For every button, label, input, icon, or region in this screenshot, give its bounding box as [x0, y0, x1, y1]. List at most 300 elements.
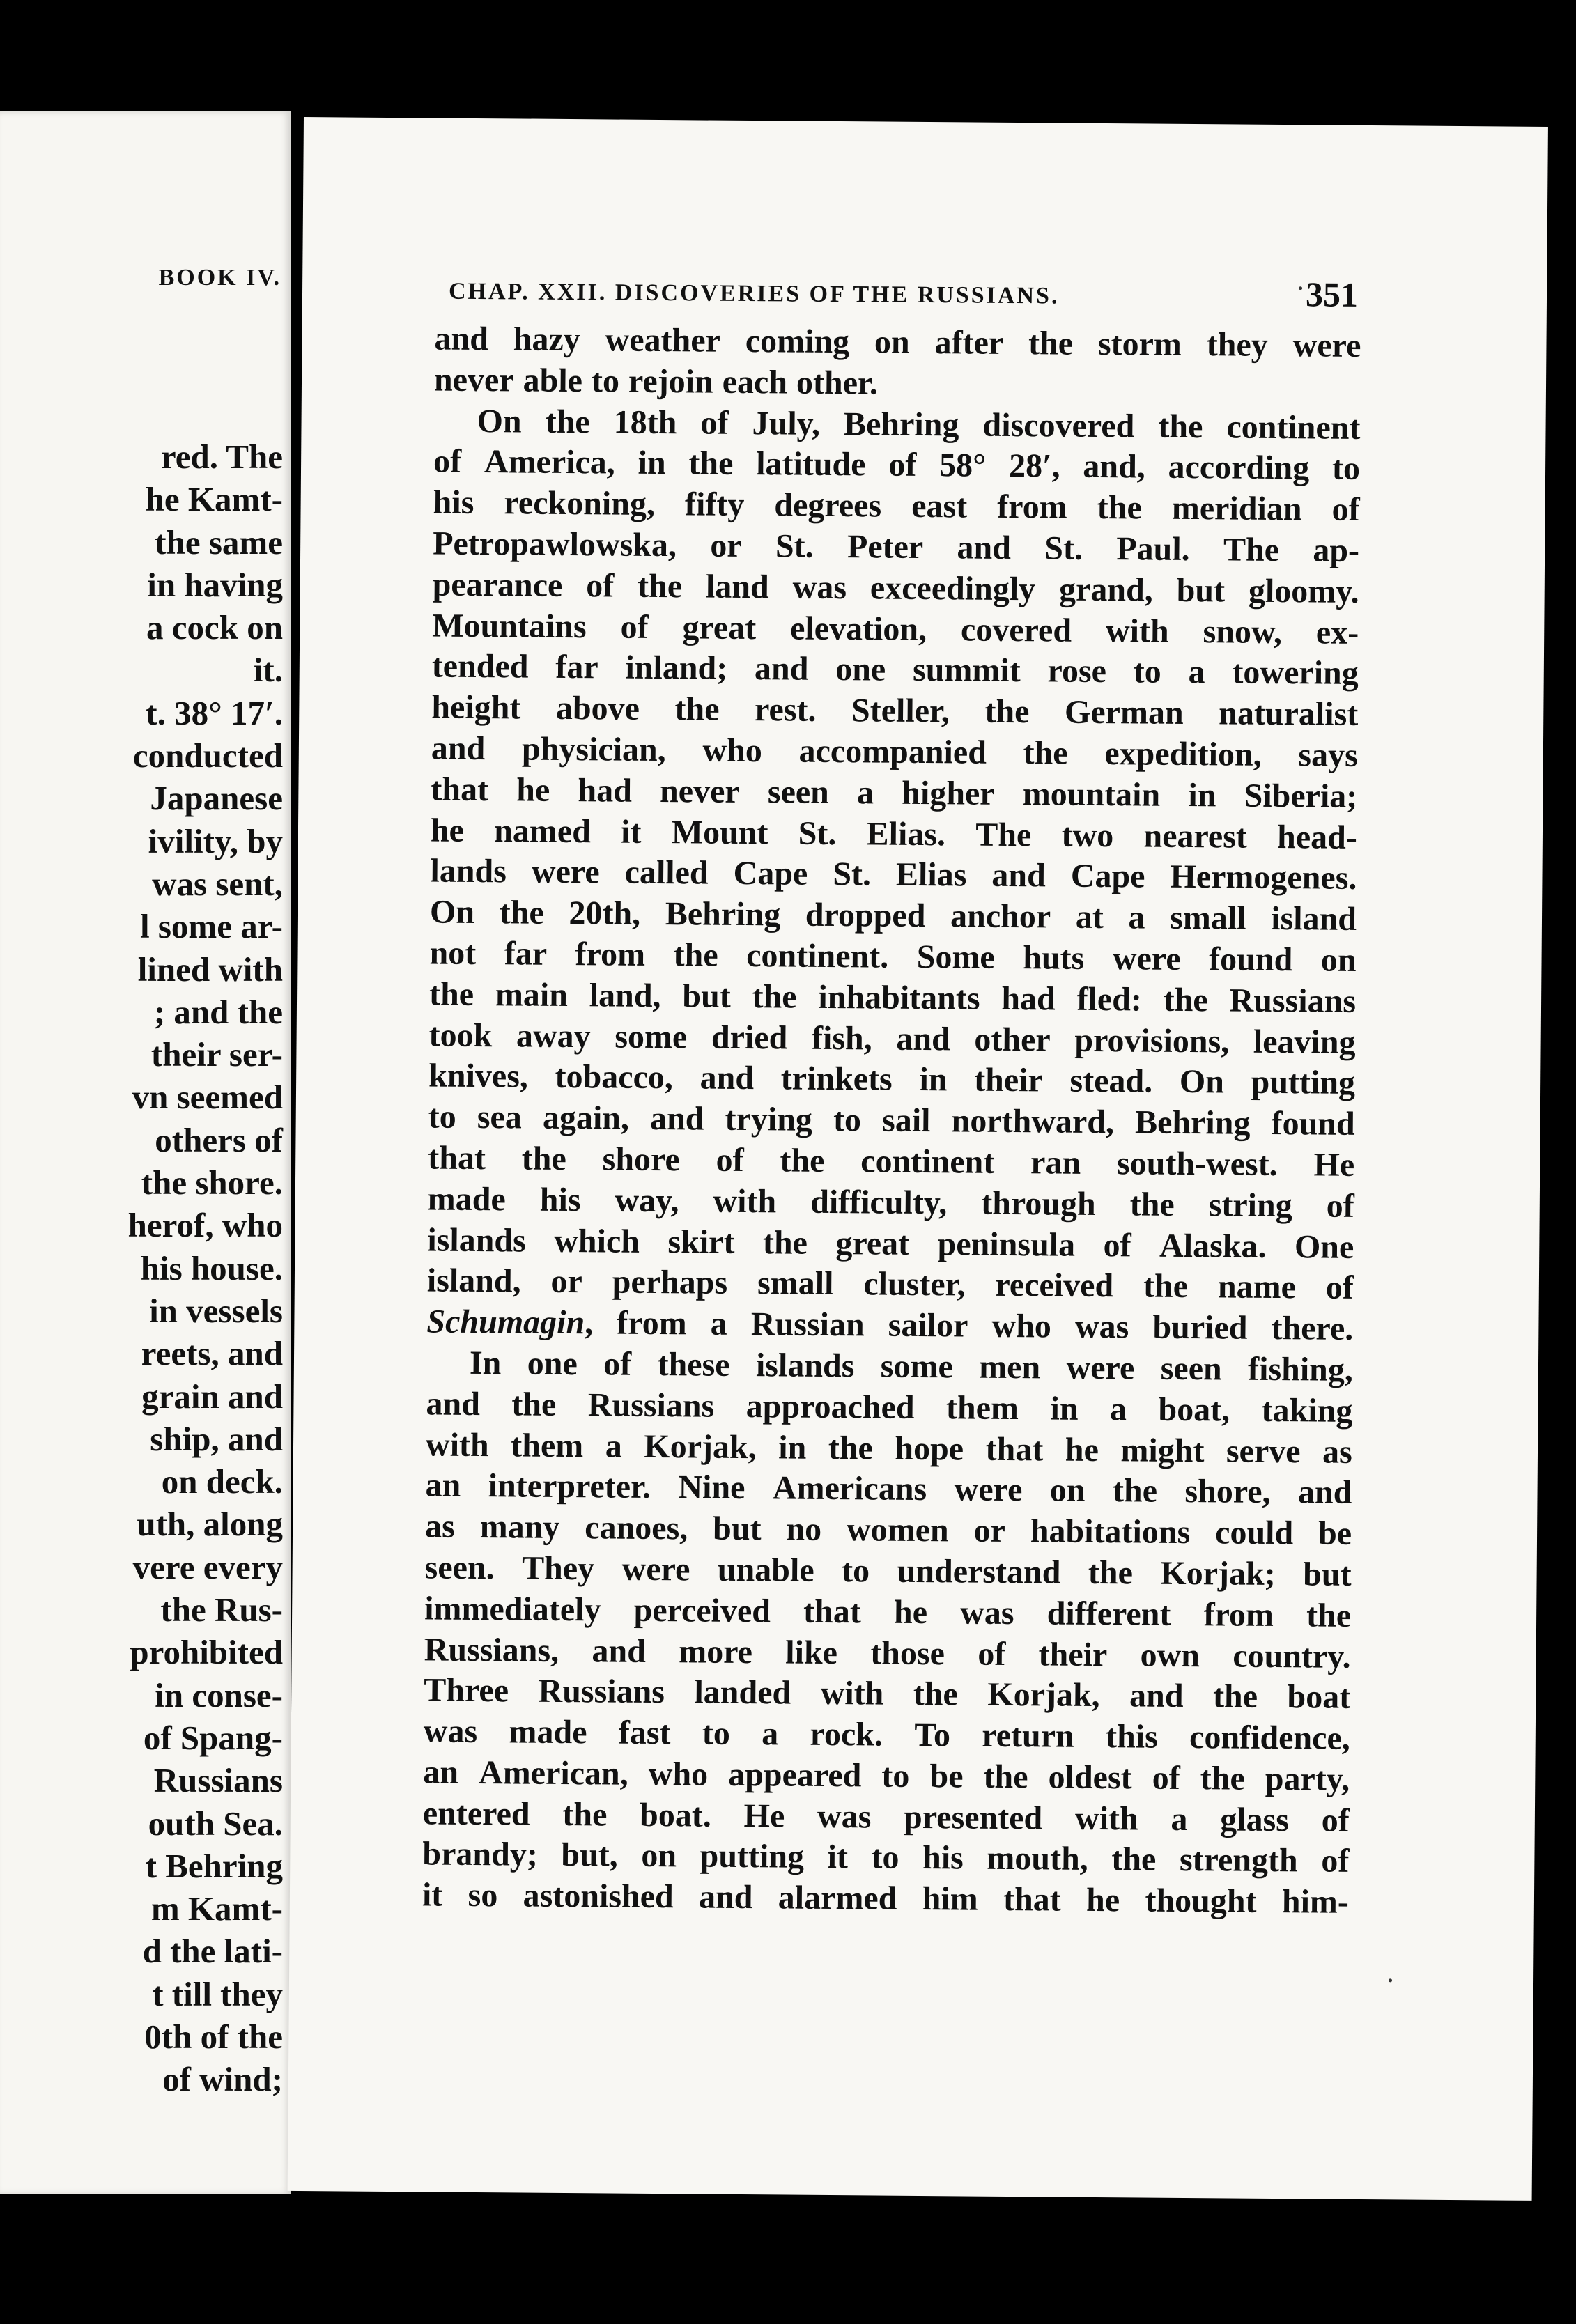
word: took	[428, 1016, 493, 1054]
text-line	[432, 564, 1359, 612]
word: of	[1331, 490, 1360, 529]
word: found	[1271, 1105, 1355, 1143]
text-line	[428, 1097, 1354, 1145]
word: discovered	[982, 406, 1135, 444]
word: the	[674, 690, 720, 728]
text-line	[424, 1629, 1350, 1678]
word: different	[1046, 1595, 1171, 1633]
word: buried	[1152, 1308, 1248, 1347]
word: weather	[605, 321, 721, 359]
word: them	[511, 1426, 584, 1464]
word: the	[1306, 1597, 1352, 1634]
word: main	[495, 975, 569, 1014]
word: was	[959, 1594, 1014, 1632]
word: he	[1065, 1431, 1099, 1469]
word: sail	[881, 1101, 931, 1140]
word: party,	[1265, 1760, 1350, 1798]
word: of	[1321, 1802, 1350, 1839]
word: a	[605, 1427, 623, 1465]
word: July,	[752, 404, 821, 442]
word: an	[425, 1466, 461, 1505]
word: confidence,	[1189, 1719, 1350, 1757]
word: shore,	[1184, 1473, 1271, 1511]
word: or	[710, 527, 742, 564]
word: northward,	[951, 1102, 1115, 1141]
word: mountain	[1022, 775, 1161, 814]
word: coming	[745, 322, 850, 361]
text-line	[432, 646, 1359, 695]
word: boat	[1287, 1678, 1351, 1717]
word: according	[1168, 449, 1310, 487]
word: the	[752, 977, 797, 1016]
word: a	[1171, 1800, 1188, 1838]
word: St.	[1044, 529, 1083, 567]
word: He	[1313, 1146, 1355, 1184]
word: the	[984, 692, 1030, 731]
word: land	[705, 568, 769, 606]
word: and	[1129, 1677, 1184, 1715]
word: above	[555, 690, 640, 727]
word: named	[494, 812, 592, 850]
word: the	[1143, 1267, 1189, 1306]
word: but	[712, 1510, 762, 1548]
word: 20th,	[569, 894, 641, 932]
word: dropped	[805, 896, 926, 935]
text-line	[433, 483, 1359, 531]
word: to	[871, 1838, 899, 1877]
print-speck	[1299, 286, 1302, 290]
word: be	[929, 1758, 964, 1795]
word: Some	[916, 938, 995, 976]
word: were	[954, 1471, 1023, 1509]
text-line	[428, 1138, 1354, 1186]
word: of	[1326, 1187, 1354, 1225]
word: 28′,	[1008, 447, 1060, 485]
word: knives,	[428, 1057, 529, 1095]
word: the	[1212, 1678, 1258, 1716]
word: their	[973, 1061, 1044, 1099]
word: inhabitants	[818, 978, 980, 1017]
word: far	[555, 649, 598, 686]
word: degrees	[774, 486, 882, 525]
word: it	[422, 1876, 443, 1914]
word: the	[1163, 981, 1208, 1018]
word: inland;	[625, 649, 728, 688]
word: those	[870, 1634, 945, 1672]
word: On	[429, 893, 475, 931]
word: the	[428, 975, 474, 1013]
word: boat.	[639, 1796, 712, 1834]
word: of	[620, 608, 649, 646]
word: at	[1075, 898, 1104, 936]
left-page-line: reets, and	[141, 1334, 283, 1373]
word: great	[682, 608, 757, 646]
word: To	[914, 1717, 951, 1754]
word: grand,	[1058, 571, 1153, 609]
word: again,	[542, 1099, 630, 1137]
left-page-line: ivility, by	[148, 821, 283, 860]
left-page-line: m Kamt-	[150, 1889, 283, 1928]
word: island	[1271, 900, 1357, 938]
text-line	[430, 892, 1357, 940]
word: or	[550, 1263, 583, 1301]
word: had	[1001, 979, 1056, 1018]
word: some	[615, 1018, 688, 1055]
text-line	[433, 401, 1360, 449]
word: In	[469, 1344, 502, 1382]
word: and	[698, 1878, 753, 1916]
word: were	[531, 853, 600, 891]
word: had	[578, 771, 633, 809]
left-page-line: on deck.	[161, 1462, 283, 1501]
word: the	[913, 1675, 959, 1713]
word: this	[1105, 1718, 1158, 1756]
word: with	[425, 1425, 489, 1464]
left-page-line: the Rus-	[160, 1590, 283, 1629]
word: each	[722, 363, 788, 401]
left-page-line: herof, who	[128, 1206, 283, 1245]
word: great	[835, 1224, 910, 1262]
text-line	[432, 605, 1359, 653]
word: the	[983, 1758, 1028, 1796]
text-line	[424, 1712, 1350, 1760]
word: two	[1061, 816, 1114, 854]
word: the	[1112, 1472, 1158, 1510]
word: and	[431, 729, 486, 768]
word: mouth,	[987, 1840, 1088, 1878]
text-line	[431, 769, 1357, 817]
word: the	[562, 1795, 608, 1834]
word: it	[620, 813, 642, 851]
left-page-line: ship, and	[150, 1419, 283, 1458]
left-page-line: outh Sea.	[148, 1804, 283, 1843]
word: who	[702, 731, 763, 770]
word: serve	[1226, 1432, 1301, 1470]
left-page-line: was sent,	[152, 864, 283, 903]
word: fled:	[1076, 980, 1143, 1018]
word: meridian	[1171, 489, 1302, 528]
left-page-line: the same	[155, 522, 283, 561]
word: a	[1109, 1390, 1127, 1428]
word: island,	[426, 1262, 521, 1300]
word: Petropawlowska,	[432, 525, 677, 564]
word: he	[516, 771, 550, 809]
text-line	[426, 1384, 1352, 1432]
word: as	[1322, 1433, 1353, 1471]
word: him-	[1281, 1883, 1350, 1921]
left-page-line: t. 38° 17′.	[146, 693, 283, 732]
text-line	[434, 359, 1361, 408]
word: expedition,	[1104, 735, 1262, 773]
word: naturalist	[1219, 695, 1359, 734]
word: made	[509, 1713, 587, 1751]
word: his	[539, 1181, 581, 1218]
word: towering	[1232, 653, 1359, 692]
word: of	[978, 1635, 1006, 1673]
word: They	[521, 1549, 595, 1588]
word: of	[433, 442, 462, 481]
word: the	[499, 894, 544, 931]
word: received	[995, 1266, 1114, 1305]
word: other	[974, 1021, 1051, 1059]
text-line	[426, 1425, 1352, 1473]
word: the	[1129, 1186, 1175, 1223]
word: found	[1208, 940, 1293, 979]
right-page	[288, 117, 1548, 2201]
word: ran	[1030, 1144, 1081, 1182]
word: of	[1321, 1843, 1350, 1880]
left-page-line: grain and	[141, 1377, 283, 1416]
text-line	[427, 1220, 1354, 1268]
left-page-header: BOOK IV.	[158, 265, 281, 290]
word: could	[1214, 1514, 1294, 1552]
word: seen.	[424, 1549, 495, 1587]
word: and	[426, 1385, 481, 1423]
word: were	[1292, 327, 1361, 364]
body-text	[422, 318, 1361, 1923]
word: sailor	[888, 1306, 968, 1345]
text-line	[431, 810, 1357, 858]
word: Elias	[895, 856, 967, 894]
word: says	[1298, 736, 1358, 774]
left-page	[0, 111, 291, 2194]
word: habitations	[1030, 1512, 1191, 1551]
word: taking	[1261, 1391, 1353, 1430]
text-line	[428, 1015, 1355, 1063]
left-page-line: 0th of the	[144, 2017, 283, 2056]
text-line	[431, 688, 1358, 736]
word: like	[785, 1633, 838, 1671]
word: the	[780, 1142, 825, 1179]
word: dried	[711, 1018, 788, 1057]
word: tobacco,	[555, 1058, 674, 1097]
word: latitude	[755, 445, 866, 483]
text-line	[423, 1793, 1350, 1841]
left-page-line: it.	[253, 651, 283, 690]
word: Peter	[847, 528, 924, 566]
text-line	[427, 1261, 1354, 1309]
word: provisions,	[1074, 1021, 1230, 1060]
word: thought	[1145, 1882, 1257, 1921]
word: putting	[1251, 1064, 1356, 1102]
word: land,	[589, 977, 661, 1014]
word: small	[757, 1264, 834, 1303]
word: country.	[1233, 1637, 1351, 1675]
word: the	[1158, 408, 1203, 445]
word: that	[431, 770, 489, 808]
word: to	[428, 1098, 456, 1136]
word: perceived	[633, 1591, 771, 1630]
word: on	[641, 1837, 677, 1875]
word: men	[978, 1348, 1041, 1386]
word: Cape	[733, 855, 808, 893]
running-head	[302, 270, 1547, 322]
word: they	[1206, 326, 1268, 364]
word: islands	[755, 1347, 855, 1385]
word: accompanied	[798, 732, 987, 771]
word: with	[713, 1182, 777, 1221]
word: away	[516, 1016, 591, 1055]
word: St.	[775, 527, 814, 565]
word: tended	[431, 647, 529, 685]
text-line	[424, 1671, 1350, 1719]
word: that	[803, 1593, 862, 1631]
word: of	[716, 1141, 744, 1179]
text-line	[424, 1588, 1351, 1636]
word: height	[431, 688, 521, 727]
word: in	[778, 1428, 807, 1466]
word: was	[792, 568, 847, 606]
word: 18th	[613, 403, 677, 441]
left-page-line: in having	[147, 565, 283, 604]
word: reckoning,	[504, 484, 656, 523]
word: Behring	[843, 405, 959, 443]
word: the	[521, 1140, 566, 1177]
word: the	[1111, 1841, 1157, 1879]
word: he	[430, 812, 465, 849]
word: called	[624, 854, 709, 892]
word: leaving	[1253, 1023, 1356, 1061]
word: but	[1303, 1556, 1352, 1593]
word: so	[468, 1877, 498, 1914]
left-page-line: he Kamt-	[145, 480, 283, 519]
text-line	[428, 1179, 1354, 1227]
word: 58°	[938, 447, 987, 485]
left-page-line: vn seemed	[132, 1078, 283, 1117]
word: lands	[430, 852, 507, 890]
word: continent	[860, 1142, 995, 1181]
word: small	[1170, 899, 1246, 937]
word: to	[841, 1552, 870, 1590]
word: be	[1318, 1515, 1352, 1552]
word: Schumagin,	[426, 1303, 594, 1342]
word: a	[761, 1715, 779, 1753]
word: and	[896, 1020, 950, 1058]
word: trying	[725, 1100, 813, 1138]
word: that	[1003, 1881, 1061, 1919]
word: strength	[1179, 1841, 1298, 1880]
word: the	[1028, 325, 1074, 362]
word: Steller,	[851, 692, 950, 730]
word: The	[975, 816, 1032, 853]
word: On	[1179, 1063, 1225, 1101]
word: to	[702, 1714, 731, 1752]
word: but	[682, 977, 731, 1015]
word: perhaps	[612, 1263, 728, 1302]
word: the	[673, 936, 718, 974]
word: the	[1200, 1760, 1245, 1797]
word: and	[592, 1632, 647, 1670]
word: able	[523, 362, 583, 399]
page-number: 351	[1305, 274, 1359, 314]
word: Korjak;	[1160, 1554, 1276, 1593]
word: of	[1103, 1226, 1131, 1264]
word: Three	[424, 1671, 509, 1710]
word: appeared	[728, 1756, 862, 1795]
word: shore	[602, 1140, 680, 1179]
word: or	[973, 1512, 1006, 1550]
word: Nine	[678, 1469, 745, 1507]
word: to	[881, 1757, 910, 1795]
word: from	[575, 936, 646, 973]
word: through	[981, 1184, 1096, 1223]
word: putting	[700, 1838, 805, 1876]
word: one	[835, 651, 886, 688]
word: of	[1152, 1759, 1180, 1797]
word: the	[1097, 489, 1142, 527]
word: in	[638, 444, 666, 482]
word: Russians,	[424, 1630, 559, 1669]
word: Russians	[1229, 982, 1357, 1020]
word: and	[700, 1059, 755, 1097]
text-line	[430, 851, 1357, 899]
word: islands	[427, 1221, 526, 1260]
left-page-line: l some ar-	[140, 907, 283, 946]
word: many	[479, 1508, 560, 1547]
text-line	[429, 933, 1356, 981]
word: physician,	[521, 730, 666, 769]
word: that	[428, 1139, 486, 1177]
word: and	[754, 650, 809, 688]
word: entered	[422, 1795, 530, 1833]
word: huts	[1023, 939, 1085, 977]
word: stead.	[1069, 1062, 1153, 1100]
word: not	[429, 934, 477, 972]
word: the	[545, 403, 590, 440]
word: the	[637, 567, 683, 605]
word: of	[888, 446, 917, 484]
left-page-line: their ser-	[150, 1035, 283, 1074]
word: gloomy.	[1248, 572, 1359, 610]
word: One	[1294, 1227, 1354, 1266]
left-page-line: of wind;	[162, 2060, 283, 2099]
word: storm	[1097, 325, 1182, 363]
word: Russians	[538, 1673, 665, 1711]
word: to	[1133, 653, 1161, 691]
word: to	[833, 1101, 862, 1139]
word: and	[649, 1100, 704, 1138]
word: of	[603, 1345, 632, 1383]
text-line	[433, 442, 1360, 490]
word: on	[1320, 941, 1357, 979]
word: far	[504, 935, 548, 973]
left-page-line: of Spang-	[143, 1718, 283, 1757]
word: difficulty,	[810, 1183, 948, 1222]
word: and,	[1083, 448, 1146, 486]
word: Siberia;	[1244, 777, 1358, 815]
word: with	[1074, 1799, 1138, 1838]
word: fifty	[684, 486, 745, 524]
left-page-line: the shore.	[141, 1163, 283, 1202]
text-line	[422, 1834, 1349, 1882]
word: cluster,	[863, 1265, 966, 1303]
word: these	[657, 1345, 730, 1384]
word: was	[423, 1712, 478, 1751]
word: a	[1188, 653, 1205, 691]
word: rock.	[810, 1715, 883, 1753]
word: an	[423, 1753, 459, 1791]
word: who	[991, 1307, 1052, 1345]
word: south-west.	[1116, 1145, 1278, 1183]
word: American,	[478, 1753, 628, 1792]
word: landed	[694, 1673, 791, 1712]
word: sea	[477, 1099, 523, 1136]
word: The	[1223, 531, 1280, 568]
word: some	[880, 1347, 953, 1386]
word: seen	[767, 773, 830, 811]
print-speck	[1389, 1978, 1392, 1982]
word: interpreter.	[488, 1467, 651, 1506]
